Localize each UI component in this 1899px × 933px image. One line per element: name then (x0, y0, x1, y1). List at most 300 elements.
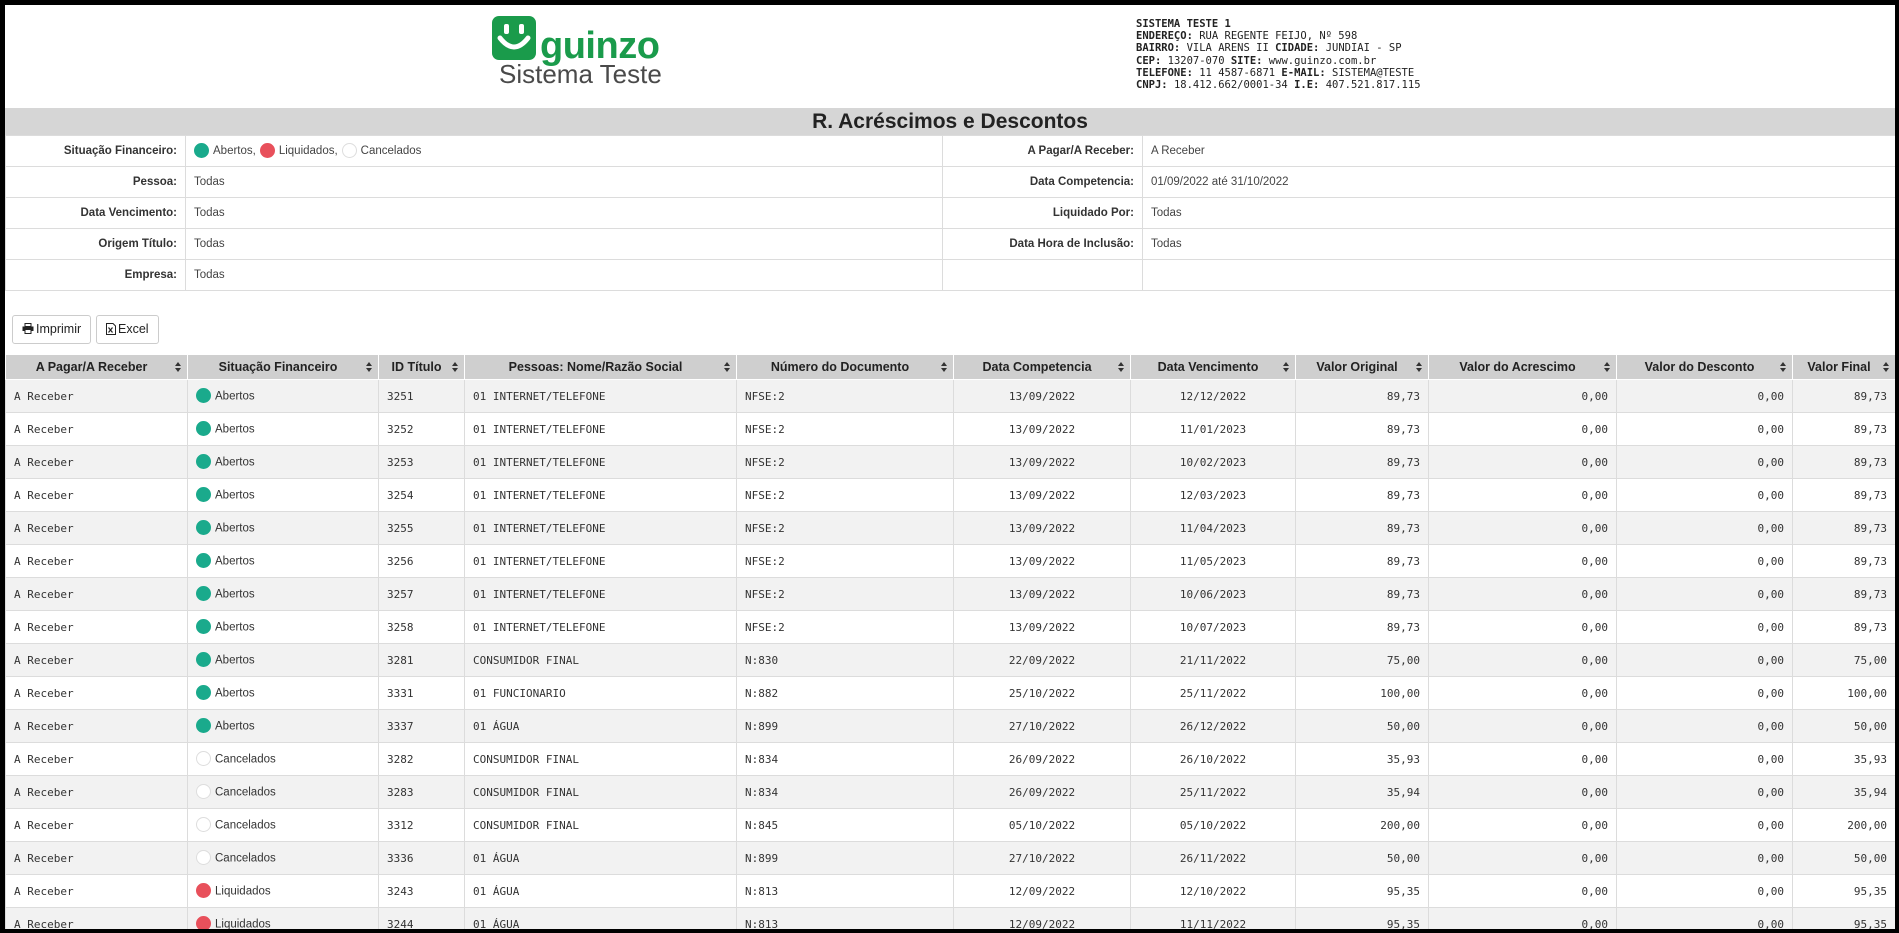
company-info-key: I.E: (1294, 79, 1320, 92)
cell-documento: N:899 (737, 710, 954, 743)
filter-label: Situação Financeiro: (6, 136, 186, 167)
cell-valor-final: 89,73 (1793, 479, 1896, 512)
company-info-line (1136, 67, 1421, 79)
cell-acrescimo: 0,00 (1429, 611, 1617, 644)
cell-pessoa: 01 INTERNET/TELEFONE (465, 413, 737, 446)
sort-icon[interactable] (452, 362, 458, 372)
cell-documento: N:830 (737, 644, 954, 677)
cell-tipo: A Receber (6, 512, 188, 545)
cell-situacao (188, 809, 379, 842)
cell-pessoa: 01 INTERNET/TELEFONE (465, 545, 737, 578)
sort-icon[interactable] (1283, 362, 1289, 372)
status-dot-icon (196, 454, 211, 469)
status-dot-icon (196, 916, 211, 931)
cell-situacao (188, 776, 379, 809)
cell-valor-original: 89,73 (1296, 611, 1429, 644)
cell-valor-original: 50,00 (1296, 710, 1429, 743)
cell-valor-original: 89,73 (1296, 578, 1429, 611)
cell-vencimento: 26/11/2022 (1131, 842, 1296, 875)
cell-competencia: 26/09/2022 (954, 776, 1131, 809)
table-row[interactable] (6, 677, 1896, 710)
status-dot-icon (196, 817, 211, 832)
cell-id: 3253 (379, 446, 465, 479)
cell-tipo: A Receber (6, 380, 188, 413)
cell-competencia: 13/09/2022 (954, 578, 1131, 611)
cell-tipo: A Receber (6, 842, 188, 875)
cell-pessoa: 01 INTERNET/TELEFONE (465, 446, 737, 479)
cell-vencimento: 11/04/2023 (1131, 512, 1296, 545)
cell-desconto: 0,00 (1617, 512, 1793, 545)
filter-label: Pessoa: (6, 167, 186, 198)
table-row[interactable] (6, 413, 1896, 446)
table-row[interactable] (6, 809, 1896, 842)
cell-valor-final: 89,73 (1793, 380, 1896, 413)
cell-id: 3251 (379, 380, 465, 413)
column-header-label: Pessoas: Nome/Razão Social (508, 360, 683, 374)
cell-id: 3337 (379, 710, 465, 743)
status-label: Abertos (215, 522, 255, 535)
cell-desconto: 0,00 (1617, 776, 1793, 809)
cell-acrescimo: 0,00 (1429, 875, 1617, 908)
status-dot-icon (196, 718, 211, 733)
cell-desconto: 0,00 (1617, 908, 1793, 933)
filter-label: Data Competencia: (943, 167, 1143, 198)
table-row[interactable] (6, 512, 1896, 545)
filter-row (6, 260, 1896, 291)
cell-valor-final: 50,00 (1793, 842, 1896, 875)
cell-vencimento: 11/11/2022 (1131, 908, 1296, 933)
status-dot-icon (196, 487, 211, 502)
sort-icon[interactable] (1118, 362, 1124, 372)
cell-competencia: 12/09/2022 (954, 875, 1131, 908)
cell-documento: NFSE:2 (737, 479, 954, 512)
sort-icon[interactable] (941, 362, 947, 372)
company-info-value: 18.412.662/0001-34 (1173, 79, 1288, 92)
status-label: Cancelados (215, 786, 276, 799)
cell-documento: N:813 (737, 908, 954, 933)
cell-competencia: 25/10/2022 (954, 677, 1131, 710)
cell-id: 3254 (379, 479, 465, 512)
cell-acrescimo: 0,00 (1429, 908, 1617, 933)
filter-row (6, 198, 1896, 229)
cell-documento: N:845 (737, 809, 954, 842)
cell-situacao (188, 446, 379, 479)
cell-competencia: 13/09/2022 (954, 512, 1131, 545)
status-label: Abertos (215, 654, 255, 667)
cell-vencimento: 21/11/2022 (1131, 644, 1296, 677)
status-dot-icon (196, 553, 211, 568)
status-label: Cancelados (215, 852, 276, 865)
sort-icon[interactable] (1604, 362, 1610, 372)
guinzo-logo (492, 14, 672, 94)
cell-desconto: 0,00 (1617, 875, 1793, 908)
cell-pessoa: 01 INTERNET/TELEFONE (465, 611, 737, 644)
status-dot-icon (196, 685, 211, 700)
table-row[interactable] (6, 611, 1896, 644)
cell-tipo: A Receber (6, 611, 188, 644)
situacao-label: Abertos, (213, 145, 256, 158)
cell-vencimento: 25/11/2022 (1131, 677, 1296, 710)
cell-id: 3257 (379, 578, 465, 611)
cell-valor-original: 35,93 (1296, 743, 1429, 776)
cell-desconto: 0,00 (1617, 380, 1793, 413)
cell-desconto: 0,00 (1617, 644, 1793, 677)
cell-valor-original: 89,73 (1296, 545, 1429, 578)
cell-documento: N:813 (737, 875, 954, 908)
cell-vencimento: 26/12/2022 (1131, 710, 1296, 743)
table-row[interactable] (6, 908, 1896, 933)
cell-id: 3255 (379, 512, 465, 545)
results-table (5, 354, 1896, 933)
cell-competencia: 12/09/2022 (954, 908, 1131, 933)
situacao-label: Cancelados (360, 145, 422, 158)
cell-vencimento: 25/11/2022 (1131, 776, 1296, 809)
company-info-key: SITE: (1230, 54, 1263, 67)
cell-pessoa: CONSUMIDOR FINAL (465, 644, 737, 677)
cell-documento: NFSE:2 (737, 611, 954, 644)
cell-id: 3252 (379, 413, 465, 446)
column-header[interactable] (737, 355, 954, 380)
cell-tipo: A Receber (6, 875, 188, 908)
situacao-values (186, 136, 943, 167)
cell-competencia: 13/09/2022 (954, 479, 1131, 512)
cell-situacao (188, 875, 379, 908)
cell-competencia: 13/09/2022 (954, 611, 1131, 644)
cell-valor-original: 89,73 (1296, 446, 1429, 479)
cell-vencimento: 10/06/2023 (1131, 578, 1296, 611)
cell-id: 3258 (379, 611, 465, 644)
column-header[interactable] (1793, 355, 1896, 380)
cell-vencimento: 26/10/2022 (1131, 743, 1296, 776)
company-info-value: VILA ARENS II (1186, 42, 1269, 55)
table-row[interactable] (6, 875, 1896, 908)
cell-competencia: 13/09/2022 (954, 413, 1131, 446)
cell-desconto: 0,00 (1617, 611, 1793, 644)
cell-tipo: A Receber (6, 908, 188, 933)
printer-icon (22, 323, 34, 334)
table-row[interactable] (6, 380, 1896, 413)
column-header-label: Valor do Desconto (1644, 360, 1755, 374)
cell-tipo: A Receber (6, 413, 188, 446)
filter-label: Origem Título: (6, 229, 186, 260)
status-label: Liquidados (215, 918, 271, 931)
company-info (1136, 18, 1421, 91)
cell-valor-original: 89,73 (1296, 512, 1429, 545)
column-header[interactable] (1296, 355, 1429, 380)
status-label: Cancelados (215, 753, 276, 766)
filter-value: Todas (186, 260, 943, 291)
cell-pessoa: 01 ÁGUA (465, 908, 737, 933)
cell-desconto: 0,00 (1617, 413, 1793, 446)
cell-pessoa: 01 ÁGUA (465, 710, 737, 743)
cell-valor-original: 35,94 (1296, 776, 1429, 809)
table-row[interactable] (6, 578, 1896, 611)
table-row[interactable] (6, 776, 1896, 809)
cell-valor-original: 89,73 (1296, 413, 1429, 446)
table-row[interactable] (6, 710, 1896, 743)
status-label: Abertos (215, 687, 255, 700)
status-dot-icon (196, 883, 211, 898)
column-header-label: Valor Original (1316, 360, 1398, 374)
cell-acrescimo: 0,00 (1429, 809, 1617, 842)
cell-pessoa: CONSUMIDOR FINAL (465, 743, 737, 776)
company-info-key: E-MAIL: (1281, 66, 1326, 79)
cell-situacao (188, 644, 379, 677)
cell-id: 3282 (379, 743, 465, 776)
sort-icon[interactable] (175, 362, 181, 372)
column-header-label: Valor Final (1807, 360, 1871, 374)
status-label: Abertos (215, 555, 255, 568)
company-info-line (1136, 55, 1421, 67)
cell-valor-final: 100,00 (1793, 677, 1896, 710)
table-row[interactable] (6, 743, 1896, 776)
cell-valor-original: 75,00 (1296, 644, 1429, 677)
status-dot-icon (196, 652, 211, 667)
cell-competencia: 22/09/2022 (954, 644, 1131, 677)
filter-label: Data Hora de Inclusão: (943, 229, 1143, 260)
logo-wordmark: guinzo (540, 25, 660, 67)
cell-valor-original: 89,73 (1296, 479, 1429, 512)
column-header[interactable] (465, 355, 737, 380)
column-header[interactable] (188, 355, 379, 380)
company-info-line (1136, 42, 1421, 54)
status-label: Abertos (215, 456, 255, 469)
column-header-label: Valor do Acrescimo (1459, 360, 1576, 374)
cell-situacao (188, 908, 379, 933)
cell-acrescimo: 0,00 (1429, 644, 1617, 677)
cell-valor-final: 89,73 (1793, 512, 1896, 545)
company-info-key: ENDEREÇO: (1136, 30, 1193, 43)
table-row[interactable] (6, 644, 1896, 677)
column-header[interactable] (379, 355, 465, 380)
cell-acrescimo: 0,00 (1429, 743, 1617, 776)
cell-valor-final: 35,93 (1793, 743, 1896, 776)
cell-situacao (188, 512, 379, 545)
cell-valor-final: 35,94 (1793, 776, 1896, 809)
cell-competencia: 13/09/2022 (954, 446, 1131, 479)
cell-acrescimo: 0,00 (1429, 512, 1617, 545)
cell-documento: N:899 (737, 842, 954, 875)
column-header-label: Data Competencia (982, 360, 1092, 374)
cell-vencimento: 10/07/2023 (1131, 611, 1296, 644)
situacao-item (260, 145, 338, 157)
status-label: Abertos (215, 489, 255, 502)
cell-valor-original: 50,00 (1296, 842, 1429, 875)
company-info-key: CNPJ: (1136, 79, 1168, 92)
cell-acrescimo: 0,00 (1429, 446, 1617, 479)
cell-valor-final: 95,35 (1793, 875, 1896, 908)
cell-desconto: 0,00 (1617, 545, 1793, 578)
situacao-item (342, 145, 422, 157)
column-header[interactable] (1429, 355, 1617, 380)
company-info-value: JUNDIAI - SP (1325, 42, 1402, 55)
logo-subtitle: Sistema Teste (499, 59, 662, 89)
filter-label: Liquidado Por: (943, 198, 1143, 229)
column-header[interactable] (954, 355, 1131, 380)
column-header[interactable] (1617, 355, 1793, 380)
column-header[interactable] (6, 355, 188, 380)
cell-tipo: A Receber (6, 677, 188, 710)
sort-icon[interactable] (366, 362, 372, 372)
filter-value (1143, 260, 1896, 291)
cell-valor-final: 200,00 (1793, 809, 1896, 842)
cell-desconto: 0,00 (1617, 479, 1793, 512)
column-header[interactable] (1131, 355, 1296, 380)
cell-situacao (188, 380, 379, 413)
situacao-item (194, 145, 256, 157)
cell-pessoa: 01 ÁGUA (465, 875, 737, 908)
cell-valor-final: 95,35 (1793, 908, 1896, 933)
company-info-key: CIDADE: (1275, 42, 1320, 55)
situacao-label: Liquidados, (278, 145, 338, 158)
status-dot-icon (260, 143, 275, 158)
cell-competencia: 05/10/2022 (954, 809, 1131, 842)
cell-valor-final: 50,00 (1793, 710, 1896, 743)
cell-situacao (188, 413, 379, 446)
print-button[interactable] (12, 315, 91, 344)
filter-label: Data Vencimento: (6, 198, 186, 229)
filter-value: 01/09/2022 até 31/10/2022 (1143, 167, 1896, 198)
filter-summary (5, 135, 1896, 291)
table-row[interactable] (6, 545, 1896, 578)
status-label: Abertos (215, 390, 255, 403)
cell-documento: N:882 (737, 677, 954, 710)
status-dot-icon (196, 388, 211, 403)
company-info-line (1136, 79, 1421, 91)
cell-acrescimo: 0,00 (1429, 710, 1617, 743)
cell-documento: NFSE:2 (737, 380, 954, 413)
cell-desconto: 0,00 (1617, 677, 1793, 710)
table-row[interactable] (6, 446, 1896, 479)
company-info-value: www.guinzo.com.br (1268, 54, 1377, 67)
status-dot-icon (194, 143, 209, 158)
cell-vencimento: 12/12/2022 (1131, 380, 1296, 413)
status-label: Abertos (215, 720, 255, 733)
cell-valor-final: 89,73 (1793, 413, 1896, 446)
cell-acrescimo: 0,00 (1429, 413, 1617, 446)
cell-id: 3243 (379, 875, 465, 908)
cell-id: 3256 (379, 545, 465, 578)
status-dot-icon (196, 850, 211, 865)
cell-documento: NFSE:2 (737, 413, 954, 446)
excel-label: Excel (118, 322, 149, 336)
cell-acrescimo: 0,00 (1429, 380, 1617, 413)
status-dot-icon (196, 421, 211, 436)
cell-vencimento: 12/03/2023 (1131, 479, 1296, 512)
cell-situacao (188, 710, 379, 743)
cell-desconto: 0,00 (1617, 743, 1793, 776)
cell-situacao (188, 842, 379, 875)
cell-vencimento: 11/05/2023 (1131, 545, 1296, 578)
cell-tipo: A Receber (6, 644, 188, 677)
cell-situacao (188, 479, 379, 512)
cell-desconto: 0,00 (1617, 446, 1793, 479)
filter-row (6, 167, 1896, 198)
cell-tipo: A Receber (6, 809, 188, 842)
cell-id: 3336 (379, 842, 465, 875)
cell-vencimento: 05/10/2022 (1131, 809, 1296, 842)
cell-acrescimo: 0,00 (1429, 842, 1617, 875)
cell-documento: N:834 (737, 776, 954, 809)
cell-tipo: A Receber (6, 545, 188, 578)
column-header-label: Situação Financeiro (218, 360, 338, 374)
cell-acrescimo: 0,00 (1429, 776, 1617, 809)
cell-valor-original: 100,00 (1296, 677, 1429, 710)
table-row[interactable] (6, 479, 1896, 512)
filter-value: Todas (186, 198, 943, 229)
column-header-label: Número do Documento (770, 360, 910, 374)
filter-row (6, 229, 1896, 260)
cell-competencia: 13/09/2022 (954, 380, 1131, 413)
cell-id: 3331 (379, 677, 465, 710)
cell-documento: NFSE:2 (737, 578, 954, 611)
cell-valor-original: 95,35 (1296, 875, 1429, 908)
sort-icon[interactable] (1416, 362, 1422, 372)
cell-vencimento: 12/10/2022 (1131, 875, 1296, 908)
status-dot-icon (196, 586, 211, 601)
cell-acrescimo: 0,00 (1429, 479, 1617, 512)
cell-valor-original: 95,35 (1296, 908, 1429, 933)
company-info-key: CEP: (1136, 54, 1162, 67)
status-dot-icon (342, 143, 357, 158)
cell-tipo: A Receber (6, 479, 188, 512)
sort-icon[interactable] (724, 362, 730, 372)
cell-pessoa: 01 INTERNET/TELEFONE (465, 512, 737, 545)
filter-row (6, 136, 1896, 167)
cell-acrescimo: 0,00 (1429, 545, 1617, 578)
cell-tipo: A Receber (6, 578, 188, 611)
cell-pessoa: 01 INTERNET/TELEFONE (465, 479, 737, 512)
sort-icon[interactable] (1883, 362, 1889, 372)
table-header-row (6, 355, 1896, 380)
cell-documento: N:834 (737, 743, 954, 776)
cell-id: 3312 (379, 809, 465, 842)
company-info-value: RUA REGENTE FEIJO, Nº 598 (1199, 30, 1358, 43)
cell-pessoa: 01 INTERNET/TELEFONE (465, 578, 737, 611)
company-name: SISTEMA TESTE 1 (1136, 18, 1231, 30)
cell-pessoa: 01 INTERNET/TELEFONE (465, 380, 737, 413)
cell-competencia: 27/10/2022 (954, 842, 1131, 875)
filter-label: A Pagar/A Receber: (943, 136, 1143, 167)
cell-situacao (188, 578, 379, 611)
cell-vencimento: 10/02/2023 (1131, 446, 1296, 479)
cell-tipo: A Receber (6, 446, 188, 479)
cell-situacao (188, 545, 379, 578)
cell-id: 3281 (379, 644, 465, 677)
filter-label: Empresa: (6, 260, 186, 291)
excel-file-icon (106, 323, 116, 335)
cell-tipo: A Receber (6, 743, 188, 776)
cell-valor-final: 89,73 (1793, 545, 1896, 578)
cell-desconto: 0,00 (1617, 842, 1793, 875)
table-row[interactable] (6, 842, 1896, 875)
cell-vencimento: 11/01/2023 (1131, 413, 1296, 446)
company-info-value: 11 4587-6871 (1199, 66, 1276, 79)
cell-tipo: A Receber (6, 776, 188, 809)
company-info-key: BAIRRO: (1136, 42, 1181, 55)
status-label: Abertos (215, 621, 255, 634)
status-dot-icon (196, 784, 211, 799)
excel-button[interactable] (96, 315, 159, 344)
report-title: R. Acréscimos e Descontos (5, 108, 1895, 135)
filter-value: A Receber (1143, 136, 1896, 167)
sort-icon[interactable] (1780, 362, 1786, 372)
cell-pessoa: 01 ÁGUA (465, 842, 737, 875)
cell-acrescimo: 0,00 (1429, 578, 1617, 611)
cell-desconto: 0,00 (1617, 809, 1793, 842)
company-info-value: 13207-070 (1167, 54, 1225, 67)
company-info-value: SISTEMA@TESTE (1332, 66, 1415, 79)
